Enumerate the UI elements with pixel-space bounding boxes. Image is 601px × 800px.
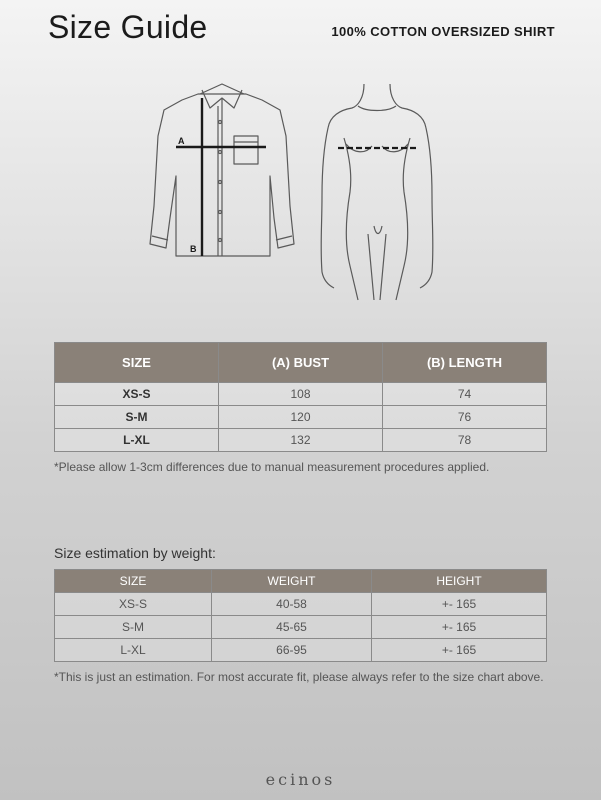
cell-size: XS-S (55, 593, 212, 616)
label-b: B (190, 244, 197, 254)
product-subtitle: 100% COTTON OVERSIZED SHIRT (331, 24, 555, 39)
header-size: SIZE (55, 570, 212, 593)
header-bust: (A) BUST (219, 343, 383, 383)
weight-section-heading: Size estimation by weight: (54, 545, 216, 561)
header-size: SIZE (55, 343, 219, 383)
estimation-note: *This is just an estimation. For most accurate fit, please always refer to the size chart above. (54, 670, 544, 684)
cell-height: +- 165 (372, 593, 547, 616)
page-title: Size Guide (48, 9, 208, 45)
cell-length: 76 (383, 406, 547, 429)
header-weight: WEIGHT (212, 570, 372, 593)
shirt-diagram-icon (150, 84, 294, 256)
cell-length: 78 (383, 429, 547, 452)
cell-bust: 108 (219, 383, 383, 406)
table-row (55, 593, 547, 616)
cell-size: XS-S (55, 383, 219, 406)
table-row (55, 429, 547, 452)
cell-weight: 40-58 (212, 593, 372, 616)
measurement-note: *Please allow 1-3cm differences due to manual measurement procedures applied. (54, 460, 490, 474)
table-header-row (55, 570, 547, 593)
cell-height: +- 165 (372, 616, 547, 639)
cell-size: S-M (55, 406, 219, 429)
body-diagram-icon (321, 84, 433, 300)
weight-table (54, 569, 547, 662)
cell-weight: 66-95 (212, 639, 372, 662)
cell-weight: 45-65 (212, 616, 372, 639)
cell-size: L-XL (55, 639, 212, 662)
label-a: A (178, 136, 185, 146)
table-row (55, 616, 547, 639)
table-row (55, 639, 547, 662)
measurement-illustration (140, 76, 440, 308)
cell-height: +- 165 (372, 639, 547, 662)
brand-logo: ecinos (265, 770, 336, 789)
cell-length: 74 (383, 383, 547, 406)
header-height: HEIGHT (372, 570, 547, 593)
cell-bust: 120 (219, 406, 383, 429)
cell-bust: 132 (219, 429, 383, 452)
measurement-diagram (140, 76, 440, 308)
table-header-row (55, 343, 547, 383)
cell-size: L-XL (55, 429, 219, 452)
table-row (55, 383, 547, 406)
size-table (54, 342, 547, 452)
table-row (55, 406, 547, 429)
cell-size: S-M (55, 616, 212, 639)
header-length: (B) LENGTH (383, 343, 547, 383)
